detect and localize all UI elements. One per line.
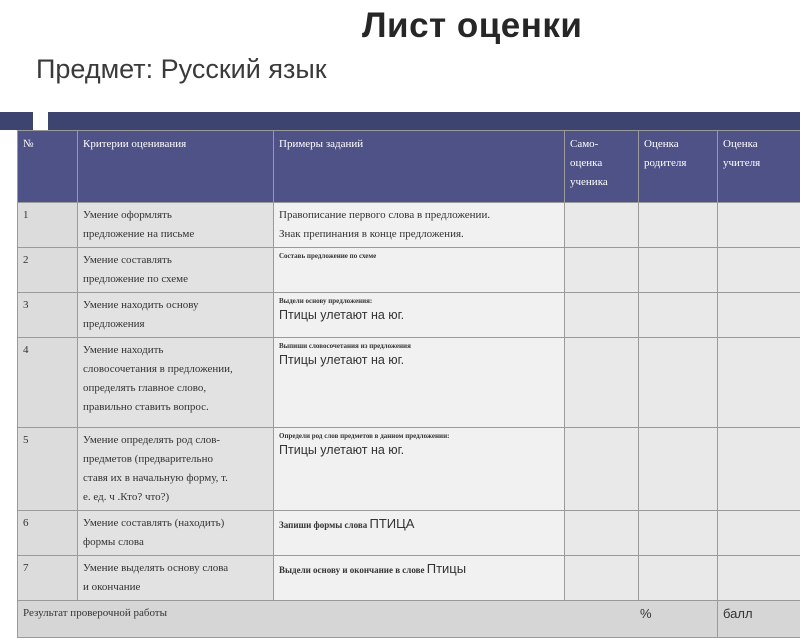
teacher-score-cell[interactable] [718, 338, 800, 428]
decor-bar-left [0, 112, 33, 130]
row-num: 7 [18, 556, 78, 601]
header-examples: Примеры заданий [274, 131, 565, 203]
parent-score-cell[interactable] [639, 338, 718, 428]
criteria-line: словосочетания в предложении, [83, 363, 233, 375]
assessment-table [17, 130, 800, 638]
criteria-line: Умение определять род слов- [83, 434, 220, 446]
criteria-line: е. ед. ч .Кто? что?) [83, 491, 169, 503]
criteria-line: Умение находить основу [83, 299, 199, 311]
criteria-line: и окончание [83, 581, 140, 593]
criteria-line: формы слова [83, 536, 144, 548]
row-criteria [78, 511, 274, 556]
row-num: 1 [18, 203, 78, 248]
table-row [18, 511, 800, 556]
example-line: Правописание первого слова в предложении. [279, 209, 490, 221]
result-score: балл [718, 601, 800, 638]
row-criteria [78, 556, 274, 601]
example-instruction: Составь предложение по схеме [279, 251, 559, 262]
criteria-line: Умение находить [83, 344, 163, 356]
criteria-line: предложение на письме [83, 228, 194, 240]
example-instruction: Запиши формы слова [279, 520, 369, 530]
table-row [18, 338, 800, 428]
table-row [18, 428, 800, 511]
row-example [274, 203, 565, 248]
self-score-cell[interactable] [565, 428, 639, 511]
parent-score-cell[interactable] [639, 511, 718, 556]
result-label-text: Результат проверочной работы [23, 607, 167, 619]
criteria-line: определять главное слово, [83, 382, 206, 394]
decor-bar-right [48, 112, 800, 130]
row-num: 2 [18, 248, 78, 293]
self-score-cell[interactable] [565, 248, 639, 293]
header-self-c: ученика [570, 176, 608, 188]
teacher-score-cell[interactable] [718, 511, 800, 556]
criteria-line: правильно ставить вопрос. [83, 401, 209, 413]
subject-heading: Предмет: Русский язык [36, 54, 327, 85]
result-percent: % [640, 604, 712, 623]
header-self-assessment [565, 131, 639, 203]
result-row [18, 601, 800, 638]
row-example [274, 428, 565, 511]
row-example [274, 511, 565, 556]
row-example [274, 293, 565, 338]
header-criteria: Критерии оценивания [78, 131, 274, 203]
row-num: 5 [18, 428, 78, 511]
self-score-cell[interactable] [565, 203, 639, 248]
example-instruction: Выдели основу предложения: [279, 296, 559, 307]
header-parent-a: Оценка [644, 138, 679, 150]
header-self-b: оценка [570, 157, 602, 169]
criteria-line: предметов (предварительно [83, 453, 213, 465]
header-self-a: Само- [570, 138, 598, 150]
header-num: № [18, 131, 78, 203]
row-criteria [78, 248, 274, 293]
row-example [274, 248, 565, 293]
parent-score-cell[interactable] [639, 203, 718, 248]
parent-score-cell[interactable] [639, 428, 718, 511]
teacher-score-cell[interactable] [718, 248, 800, 293]
page-title: Лист оценки [362, 6, 582, 46]
row-criteria [78, 338, 274, 428]
table-row [18, 203, 800, 248]
example-sentence: Птицы улетают на юг. [279, 307, 559, 323]
example-sentence: Птицы улетают на юг. [279, 442, 559, 458]
self-score-cell[interactable] [565, 556, 639, 601]
criteria-line: Умение выделять основу слова [83, 562, 228, 574]
teacher-score-cell[interactable] [718, 293, 800, 338]
self-score-cell[interactable] [565, 338, 639, 428]
row-num: 3 [18, 293, 78, 338]
example-word: ПТИЦА [369, 516, 414, 531]
example-instruction: Выдели основу и окончание в слове [279, 565, 427, 575]
example-sentence: Птицы улетают на юг. [279, 352, 559, 368]
parent-score-cell[interactable] [639, 293, 718, 338]
header-teacher-b: учителя [723, 157, 760, 169]
teacher-score-cell[interactable] [718, 556, 800, 601]
criteria-line: предложение по схеме [83, 273, 188, 285]
row-example [274, 556, 565, 601]
row-criteria [78, 293, 274, 338]
table-row [18, 556, 800, 601]
parent-score-cell[interactable] [639, 248, 718, 293]
criteria-line: ставя их в начальную форму, т. [83, 472, 228, 484]
row-example [274, 338, 565, 428]
table-header-row [18, 131, 800, 203]
header-parent [639, 131, 718, 203]
example-instruction: Выпиши словосочетания из предложения [279, 341, 559, 352]
self-score-cell[interactable] [565, 293, 639, 338]
table-row [18, 248, 800, 293]
header-parent-b: родителя [644, 157, 686, 169]
example-instruction: Определи род слов предметов в данном предложении: [279, 431, 559, 442]
example-word: Птицы [427, 561, 466, 576]
parent-score-cell[interactable] [639, 556, 718, 601]
teacher-score-cell[interactable] [718, 428, 800, 511]
row-num: 6 [18, 511, 78, 556]
header-teacher [718, 131, 800, 203]
criteria-line: Умение составлять (находить) [83, 517, 224, 529]
table-row [18, 293, 800, 338]
assessment-sheet [17, 130, 800, 582]
self-score-cell[interactable] [565, 511, 639, 556]
row-num: 4 [18, 338, 78, 428]
row-criteria [78, 203, 274, 248]
row-criteria [78, 428, 274, 511]
result-label [18, 601, 718, 638]
teacher-score-cell[interactable] [718, 203, 800, 248]
criteria-line: Умение оформлять [83, 209, 172, 221]
example-line: Знак препинания в конце предложения. [279, 228, 464, 240]
criteria-line: предложения [83, 318, 145, 330]
criteria-line: Умение составлять [83, 254, 172, 266]
header-teacher-a: Оценка [723, 138, 758, 150]
